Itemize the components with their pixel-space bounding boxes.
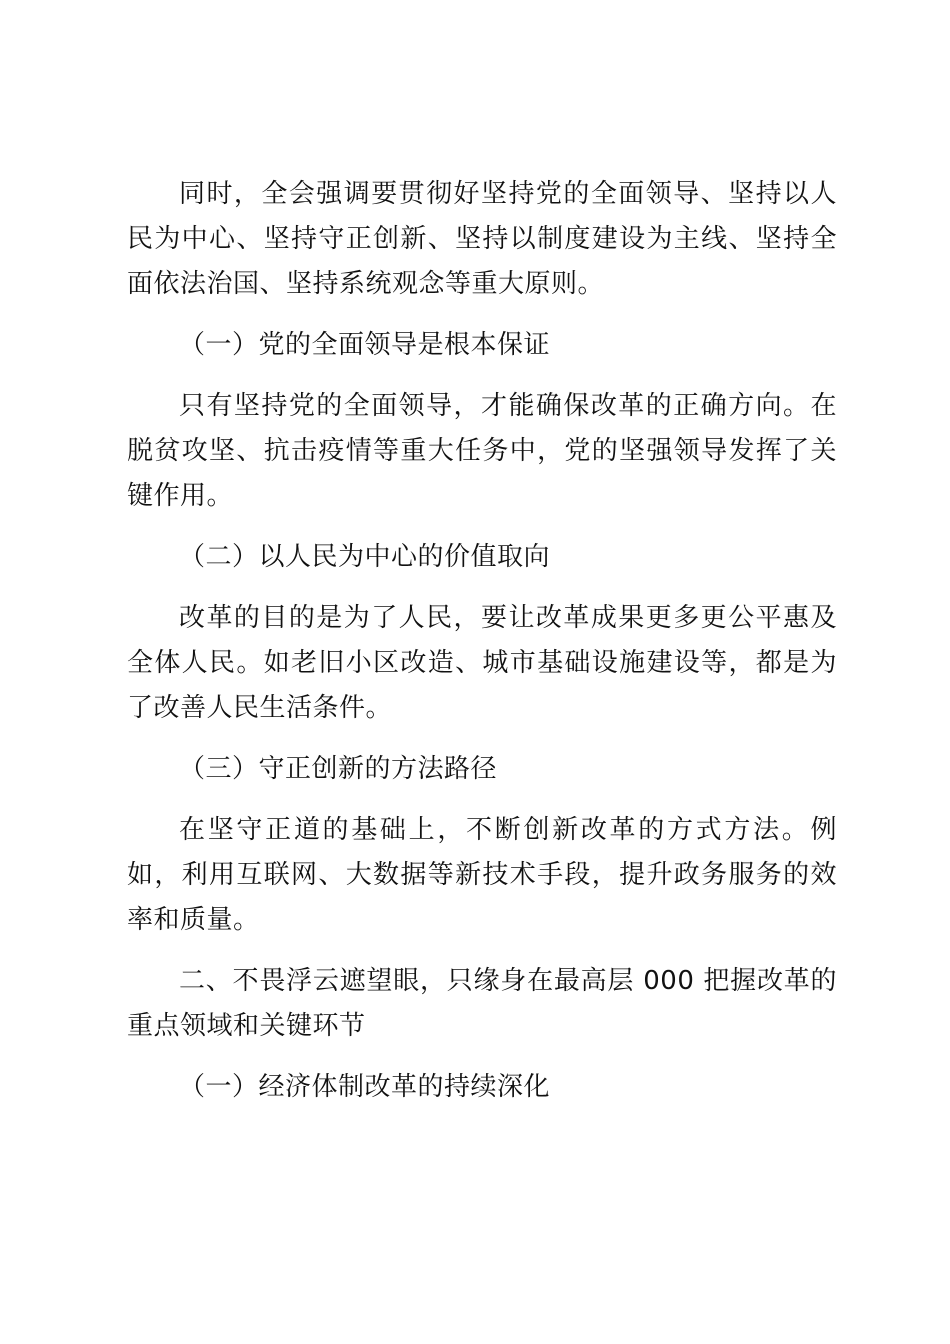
section-heading-two: 二、不畏浮云遮望眼，只缘身在最高层 000 把握改革的重点领域和关键环节 bbox=[127, 966, 837, 1041]
subheading-innovation: （三）守正创新的方法路径 bbox=[179, 754, 498, 784]
subheading-party-leadership: （一）党的全面领导是根本保证 bbox=[179, 330, 551, 360]
paragraph-party-leadership: 只有坚持党的全面领导，才能确保改革的正确方向。在脱贫攻坚、抗击疫情等重大任务中，党的坚强领导发挥了关键作用。 bbox=[127, 391, 837, 511]
paragraph-people-centered: 改革的目的是为了人民，要让改革成果更多更公平惠及全体人民。如老旧小区改造、城市基础设施建设等，都是为了改善人民生活条件。 bbox=[127, 603, 837, 723]
paragraph-innovation: 在坚守正道的基础上，不断创新改革的方式方法。例如，利用互联网、大数据等新技术手段，提升政务服务的效率和质量。 bbox=[127, 815, 837, 935]
document-page bbox=[127, 172, 837, 1110]
subheading-people-centered: （二）以人民为中心的价值取向 bbox=[179, 542, 551, 572]
paragraph-principles: 同时，全会强调要贯彻好坚持党的全面领导、坚持以人民为中心、坚持守正创新、坚持以制度建设为主线、坚持全面依法治国、坚持系统观念等重大原则。 bbox=[127, 179, 837, 299]
subheading-economic-reform: （一）经济体制改革的持续深化 bbox=[179, 1072, 551, 1102]
